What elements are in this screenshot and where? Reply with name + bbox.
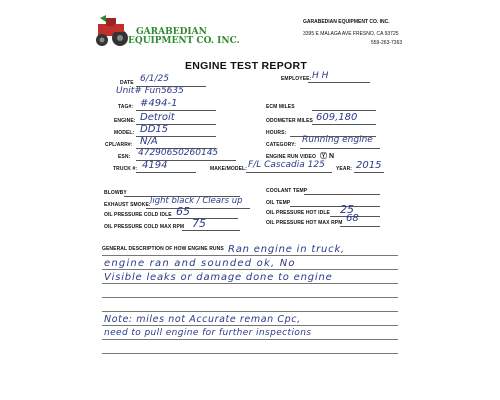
date-label: DATE xyxy=(120,80,134,86)
model-value: DD15 xyxy=(140,124,169,135)
oil-hot-max-value: 68 xyxy=(346,213,359,224)
employee-value: H H xyxy=(312,71,329,81)
unit-note: Unit# Fun5635 xyxy=(116,86,184,96)
make-model-value: F/L Cascadia 125 xyxy=(248,160,325,170)
description-line-3: Visible leaks or damage done to engine xyxy=(104,272,333,283)
exhaust-smoke-value: light black / Clears up xyxy=(150,196,243,206)
esn-value: 472906S0260145 xyxy=(138,148,219,158)
esn-label: ESN: xyxy=(118,154,131,160)
category-value: Running engine xyxy=(302,135,373,145)
cpl-label: CPL/ARR#: xyxy=(105,142,133,148)
company-logo xyxy=(92,14,242,48)
date-value: 6/1/25 xyxy=(140,74,169,84)
engine-value: Detroit xyxy=(140,112,175,123)
page-title: ENGINE TEST REPORT xyxy=(185,60,308,72)
oil-cold-idle-value: 65 xyxy=(176,205,190,218)
oil-cold-max-label: OIL PRESSURE COLD MAX RPM xyxy=(104,224,185,230)
oil-temp-label: OIL TEMP xyxy=(266,200,291,206)
odometer-label: ODOMETER MILES xyxy=(266,118,313,124)
make-model-label: MAKE/MODEL: xyxy=(210,166,247,172)
oil-hot-idle-value: 25 xyxy=(340,203,354,216)
description-label: GENERAL DESCRIPTION OF HOW ENGINE RUNS xyxy=(102,246,224,252)
engine-label: ENGINE: xyxy=(114,118,136,124)
company-name: GARABEDIAN EQUIPMENT CO. INC. xyxy=(303,19,390,25)
description-line-7: need to pull engine for further inspections xyxy=(104,328,312,338)
cpl-value: N/A xyxy=(140,136,158,147)
logo-line-2: EQUIPMENT CO. INC. xyxy=(128,36,240,46)
company-address: 3395 E MALAGA AVE FRESNO, CA 93725 xyxy=(303,31,399,37)
model-label: MODEL: xyxy=(114,130,135,136)
employee-label: EMPLOYEE: xyxy=(281,76,312,82)
exhaust-smoke-label: EXHAUST SMOKE: xyxy=(104,202,151,208)
coolant-temp-label: COOLANT TEMP xyxy=(266,188,308,194)
video-value: Ⓨ N xyxy=(320,153,334,160)
description-line-6: Note: miles not Accurate reman Cpc, xyxy=(104,314,301,325)
logo-line-1: GARABEDIAN xyxy=(136,27,207,37)
company-phone: 559-263-7363 xyxy=(371,40,403,46)
blowby-label: BLOWBY xyxy=(104,190,127,196)
year-label: YEAR: xyxy=(336,166,353,172)
description-line-1: Ran engine in truck, xyxy=(228,244,346,255)
ecm-miles-label: ECM MILES xyxy=(266,104,295,110)
truck-value: 4194 xyxy=(142,160,168,171)
oil-cold-idle-label: OIL PRESSURE COLD IDLE xyxy=(104,212,172,218)
tag-value: #494-1 xyxy=(140,98,178,109)
hours-label: HOURS: xyxy=(266,130,287,136)
tag-label: TAG#: xyxy=(118,104,134,110)
odometer-value: 609,180 xyxy=(316,112,358,123)
oil-hot-idle-label: OIL PRESSURE HOT IDLE xyxy=(266,210,330,216)
truck-label: TRUCK #: xyxy=(113,166,138,172)
year-value: 2015 xyxy=(356,160,382,171)
video-label: ENGINE RUN VIDEO xyxy=(266,154,316,160)
oil-cold-max-value: 75 xyxy=(192,217,206,230)
description-line-2: engine ran and sounded ok, No xyxy=(104,258,296,269)
oil-hot-max-label: OIL PRESSURE HOT MAX RPM xyxy=(266,220,343,226)
category-label: CATEGORY: xyxy=(266,142,296,148)
